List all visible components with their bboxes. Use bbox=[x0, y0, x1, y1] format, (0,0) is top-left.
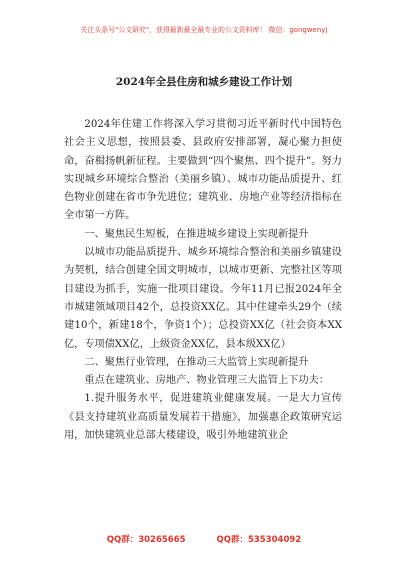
top-banner: 关注头条号"公文研究"，获得最新最全最专业的公文资料库！ 微信：gongwenyj bbox=[80, 26, 328, 34]
section-heading-1: 一、聚焦民生短板，在推进城乡建设上实现新提升 bbox=[84, 228, 309, 240]
paragraph-section-2-lead: 重点在建筑业、房地产、物业管理三大监管上下功夫： bbox=[84, 375, 329, 387]
bottom-banner bbox=[0, 533, 408, 545]
section-heading-2: 二、聚焦行业管理，在推动三大监管上实现新提升 bbox=[84, 356, 309, 368]
paragraph-item-1: 1.提升服务水平，促进建筑业健康发展。一是大力宣传《县支持建筑业高质量发展若干措施》，加强惠企政策研究运用，加快建筑业总部大楼建设，吸引外地建筑业企 bbox=[64, 393, 342, 442]
document-title: 2024年全县住房和城乡建设工作计划 bbox=[115, 76, 293, 88]
paragraph-intro: 2024年住建工作将深入学习贯彻习近平新时代中国特色社会主义思想，按照县委、县政府安排部署，凝心聚力担使命，奋楫扬帆新征程。主要做到“四个聚焦、四个提升”。努力实现城乡环境综合整治（美丽乡镇）、城市功能品质提升、红色物业创建在省市争先进位；建筑业、房地产业等经济指标在全市第一方阵。 bbox=[64, 119, 342, 222]
qq-group-1: QQ群：30265665 bbox=[106, 535, 186, 545]
document-body bbox=[64, 116, 342, 445]
qq-group-2: QQ群：535304092 bbox=[216, 535, 302, 545]
paragraph-section-1: 以城市功能品质提升、城乡环境综合整治和美丽乡镇建设为契机，结合创建全国文明城市，以城市更新、完整社区等项目建设为抓手，实施一批项目建设。今年11月已报2024年全市城建领域项目42个，总投资XX亿。其中住建牵头29个（续建10个，新建18个，争资1个）；总投资XX亿（社会资本XX亿，专项债XX亿，上级资金XX亿，县本级XX亿） bbox=[64, 247, 342, 350]
